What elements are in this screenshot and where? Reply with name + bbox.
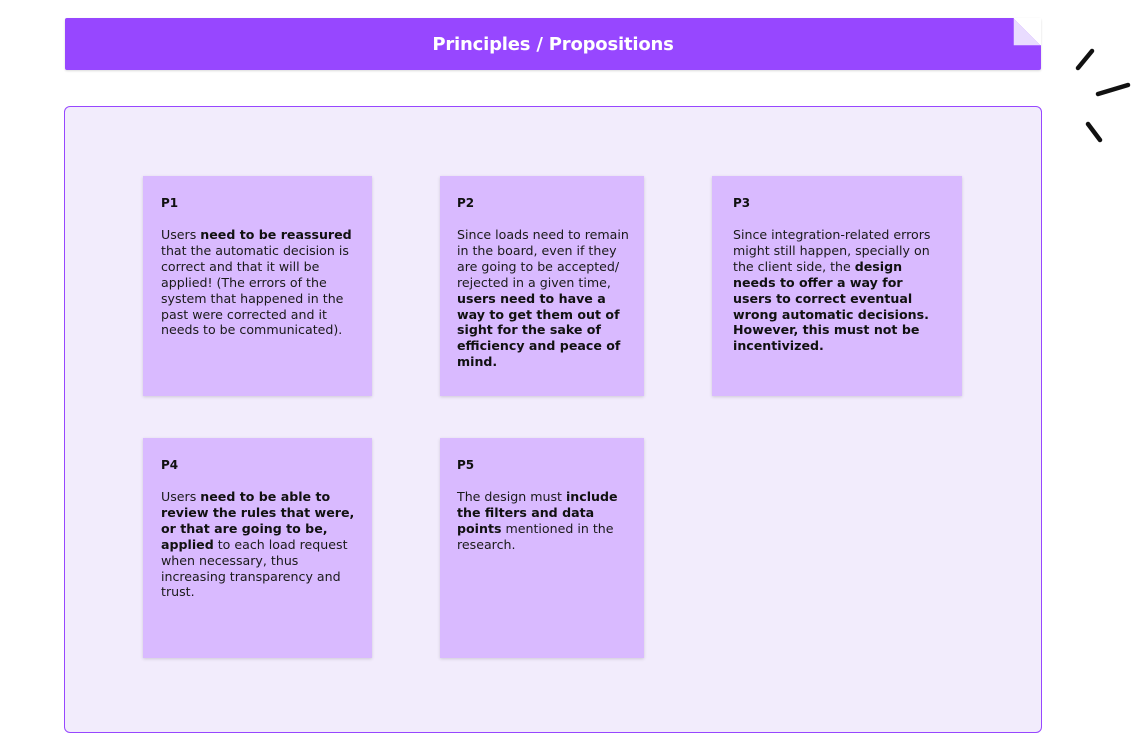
- sticky-note-p1[interactable]: [143, 176, 372, 396]
- section-header[interactable]: [65, 18, 1041, 70]
- note-text: Since loads need to remain in the board, even if they are going to be accepted/ rejected in a given time, users need to have a way to get them out of sight for the sake of efficiency and peace of mind.: [457, 227, 629, 370]
- folded-corner-icon: [1013, 18, 1041, 46]
- note-id: P3: [733, 196, 751, 210]
- emphasis-burst-icon: [1070, 44, 1139, 148]
- note-text: Users need to be reassured that the automatic decision is correct and that it will be applied! (The errors of the system that happened in the past were corrected and it needs to be communicated).: [161, 227, 352, 338]
- note-id: P2: [457, 196, 475, 210]
- section-title: Principles / Propositions: [432, 33, 674, 55]
- sticky-note-p5[interactable]: [440, 438, 644, 658]
- note-id: P4: [161, 458, 179, 472]
- sticky-note-p2[interactable]: [440, 176, 644, 396]
- note-id: P1: [161, 196, 179, 210]
- sticky-note-p4[interactable]: [143, 438, 372, 658]
- note-id: P5: [457, 458, 475, 472]
- note-text: Since integration-related errors might still happen, specially on the client side, the design needs to offer a way for users to correct eventual wrong automatic decisions. However, this must not be incentivized.: [733, 227, 931, 354]
- sticky-note-p3[interactable]: [712, 176, 962, 396]
- note-text: Users need to be able to review the rules that were, or that are going to be, applied to each load request when necessary, thus increasing transparency and trust.: [161, 489, 355, 600]
- note-text: The design must include the filters and data points mentioned in the research.: [457, 489, 618, 552]
